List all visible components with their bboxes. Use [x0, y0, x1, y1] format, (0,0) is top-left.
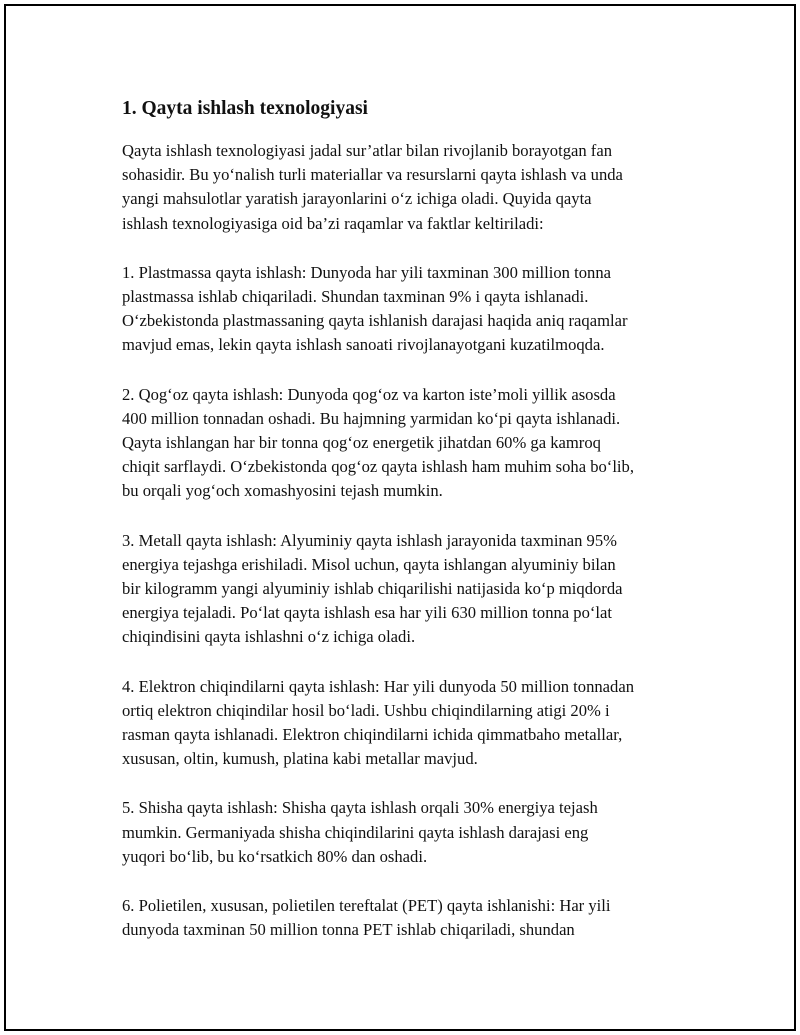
text-line: 5. Shisha qayta ishlash: Shisha qayta ishlash orqali 30% energiya tejash [122, 798, 598, 818]
paragraph-paper [122, 383, 702, 504]
paragraph-intro [122, 139, 702, 236]
text-line: 1. Plastmassa qayta ishlash: Dunyoda har yili taxminan 300 million tonna [122, 262, 611, 282]
text-line: 4. Elektron chiqindilarni qayta ishlash: Har yili dunyoda 50 million tonnadan [122, 676, 635, 696]
text-line: mavjud emas, lekin qayta ishlash sanoati rivojlanayotgani kuzatilmoqda. [122, 335, 605, 355]
text-line: xususan, oltin, kumush, platina kabi metallar mavjud. [122, 749, 478, 769]
text-line: 2. Qogʻoz qayta ishlash: Dunyoda qogʻoz va karton iste’moli yillik asosda [122, 384, 616, 404]
text-line: yuqori boʻlib, bu koʻrsatkich 80% dan oshadi. [122, 846, 428, 866]
text-line: rasman qayta ishlanadi. Elektron chiqindilarni ichida qimmatbaho metallar, [122, 725, 623, 745]
text-line: Qayta ishlash texnologiyasi jadal sur’atlar bilan rivojlanib borayotgan fan [122, 141, 612, 160]
paragraph-plastic [122, 261, 702, 358]
text-line: bir kilogramm yangi alyuminiy ishlab chiqarilishi natijasida koʻp miqdorda [122, 579, 623, 599]
section-heading: 1. Qayta ishlash texnologiyasi [122, 98, 368, 119]
text-line: sohasidir. Bu yoʻnalish turli materiallar va resurslarni qayta ishlash va unda [122, 165, 623, 185]
text-line: yangi mahsulotlar yaratish jarayonlarini oʻz ichiga oladi. Quyida qayta [122, 189, 592, 209]
paragraph-glass [122, 796, 702, 869]
text-line: chiqindisini qayta ishlashni oʻz ichiga oladi. [122, 627, 416, 647]
document-page [4, 4, 796, 1031]
text-line: 3. Metall qayta ishlash: Alyuminiy qayta ishlash jarayonida taxminan 95% [122, 530, 617, 550]
paragraph-electronic [122, 675, 702, 772]
text-line: ortiq elektron chiqindilar hosil boʻladi. Ushbu chiqindilarning atigi 20% i [122, 700, 610, 720]
paragraph-metal [122, 529, 702, 650]
text-line: Oʻzbekistonda plastmassaning qayta ishlanish darajasi haqida aniq raqamlar [122, 311, 628, 331]
text-line: energiya tejashga erishiladi. Misol uchun, qayta ishlangan alyuminiy bilan [122, 554, 616, 574]
text-line: 6. Polietilen, xususan, polietilen tereftalat (PET) qayta ishlanishi: Har yili [122, 896, 611, 916]
text-line: plastmassa ishlab chiqariladi. Shundan taxminan 9% i qayta ishlanadi. [122, 287, 589, 307]
text-line: chiqit sarflaydi. Oʻzbekistonda qogʻoz qayta ishlash ham muhim soha boʻlib, [122, 457, 634, 477]
text-line: energiya tejaladi. Poʻlat qayta ishlash esa har yili 630 million tonna poʻlat [122, 603, 613, 623]
document-content [122, 97, 702, 967]
text-line: bu orqali yogʻoch xomashyosini tejash mumkin. [122, 481, 443, 501]
text-line: ishlash texnologiyasiga oid ba’zi raqamlar va faktlar keltiriladi: [122, 213, 544, 233]
text-line: 400 million tonnadan oshadi. Bu hajmning yarmidan koʻpi qayta ishlanadi. [122, 408, 621, 428]
text-line: dunyoda taxminan 50 million tonna PET ishlab chiqariladi, shundan [122, 920, 575, 940]
text-line: Qayta ishlangan har bir tonna qogʻoz energetik jihatdan 60% ga kamroq [122, 433, 601, 453]
text-line: mumkin. Germaniyada shisha chiqindilarini qayta ishlash darajasi eng [122, 822, 589, 842]
paragraph-pet [122, 894, 702, 942]
